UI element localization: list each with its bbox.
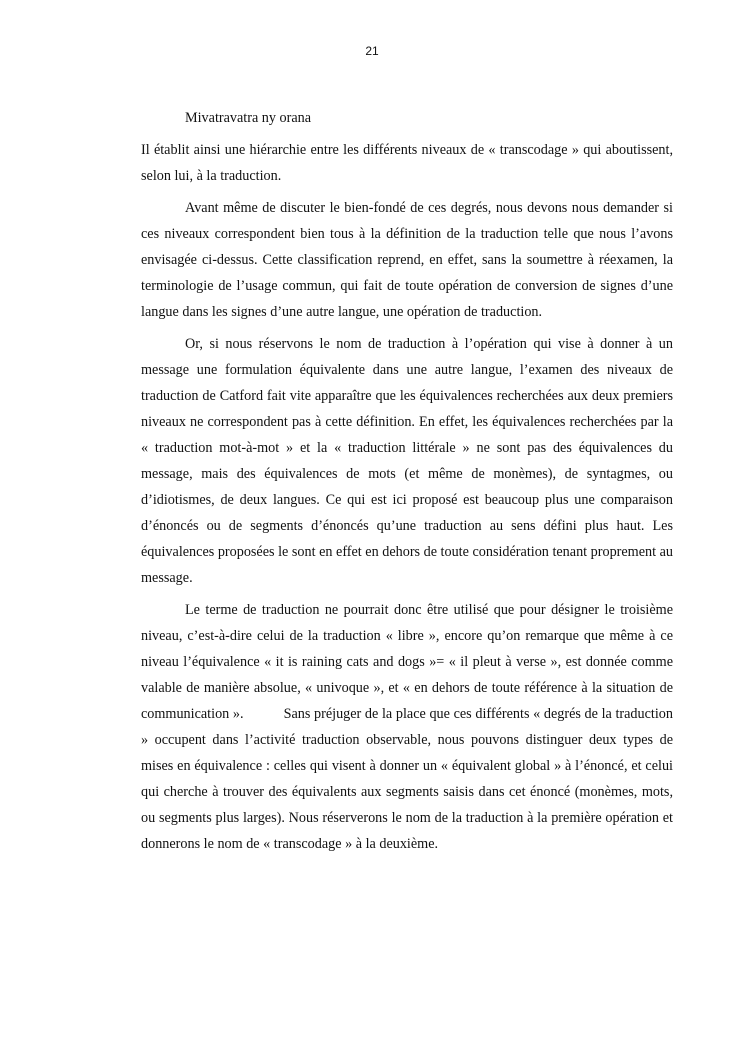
page-number: 21 [365,44,379,58]
paragraph-4-part-2: Sans préjuger de la place que ces différents « degrés de la traduction » occupent dans l’activité traduction observable, nous pouvons distinguer deux types de mises en équivalence : celles qui visent à donner un « équivalent global » à l’énoncé, et celui qui cherche à trouver des équivalents aux segments saisis dans cet énoncé (monèmes, mots, ou segments plus larges). Nous réserverons le nom de la traduction à la première opération et donnerons le nom de « transcodage » à la deuxième. [141,706,673,852]
paragraph-2: Avant même de discuter le bien-fondé de ces degrés, nous devons nous demander si ces niveaux correspondent bien tous à la définition de la traduction telle que nous l’avons envisagée ci-dessus. Cette classification reprend, en effet, sans la soumettre à réexamen, la terminologie de l’usage commun, qui fait de toute opération de conversion de signes d’une langue dans les signes d’une autre langue, une opération de traduction. [141,200,673,320]
paragraph-1: Il établit ainsi une hiérarchie entre les différents niveaux de « transcodage » qui aboutissent, selon lui, à la traduction. [141,142,673,184]
document-body [141,105,673,863]
paragraph-4 [141,597,673,857]
image-caption: Mivatravatra ny orana [185,110,312,126]
paragraph-4-part-1: Le terme de traduction ne pourrait donc être utilisé que pour désigner le troisième niveau, c’est-à-dire celui de la traduction « libre », encore qu’on remarque que même à ce niveau l’équivalence « it is raining cats and dogs »= « il pleut à verse », est donnée comme valable de manière absolue, « univoque », et « en dehors de toute référence à la situation de communication ». [141,602,673,722]
paragraph-3: Or, si nous réservons le nom de traduction à l’opération qui vise à donner à un message une formulation équivalente dans une autre langue, l’examen des niveaux de traduction de Catford fait vite apparaître que les équivalences recherchées aux deux premiers niveaux ne correspondent pas à cette définition. En effet, les équivalences recherchées par la « traduction mot-à-mot » et la « traduction littérale » ne sont pas des équivalences du message, mais des équivalences de mots (et même de monèmes), de syntagmes, ou d’idiotismes, de deux langues. Ce qui est ici proposé est beaucoup plus une comparaison d’énoncés ou de segments d’énoncés qu’une traduction au sens défini plus haut. Les équivalences proposées le sont en effet en dehors de toute considération tenant proprement au message. [141,336,673,586]
